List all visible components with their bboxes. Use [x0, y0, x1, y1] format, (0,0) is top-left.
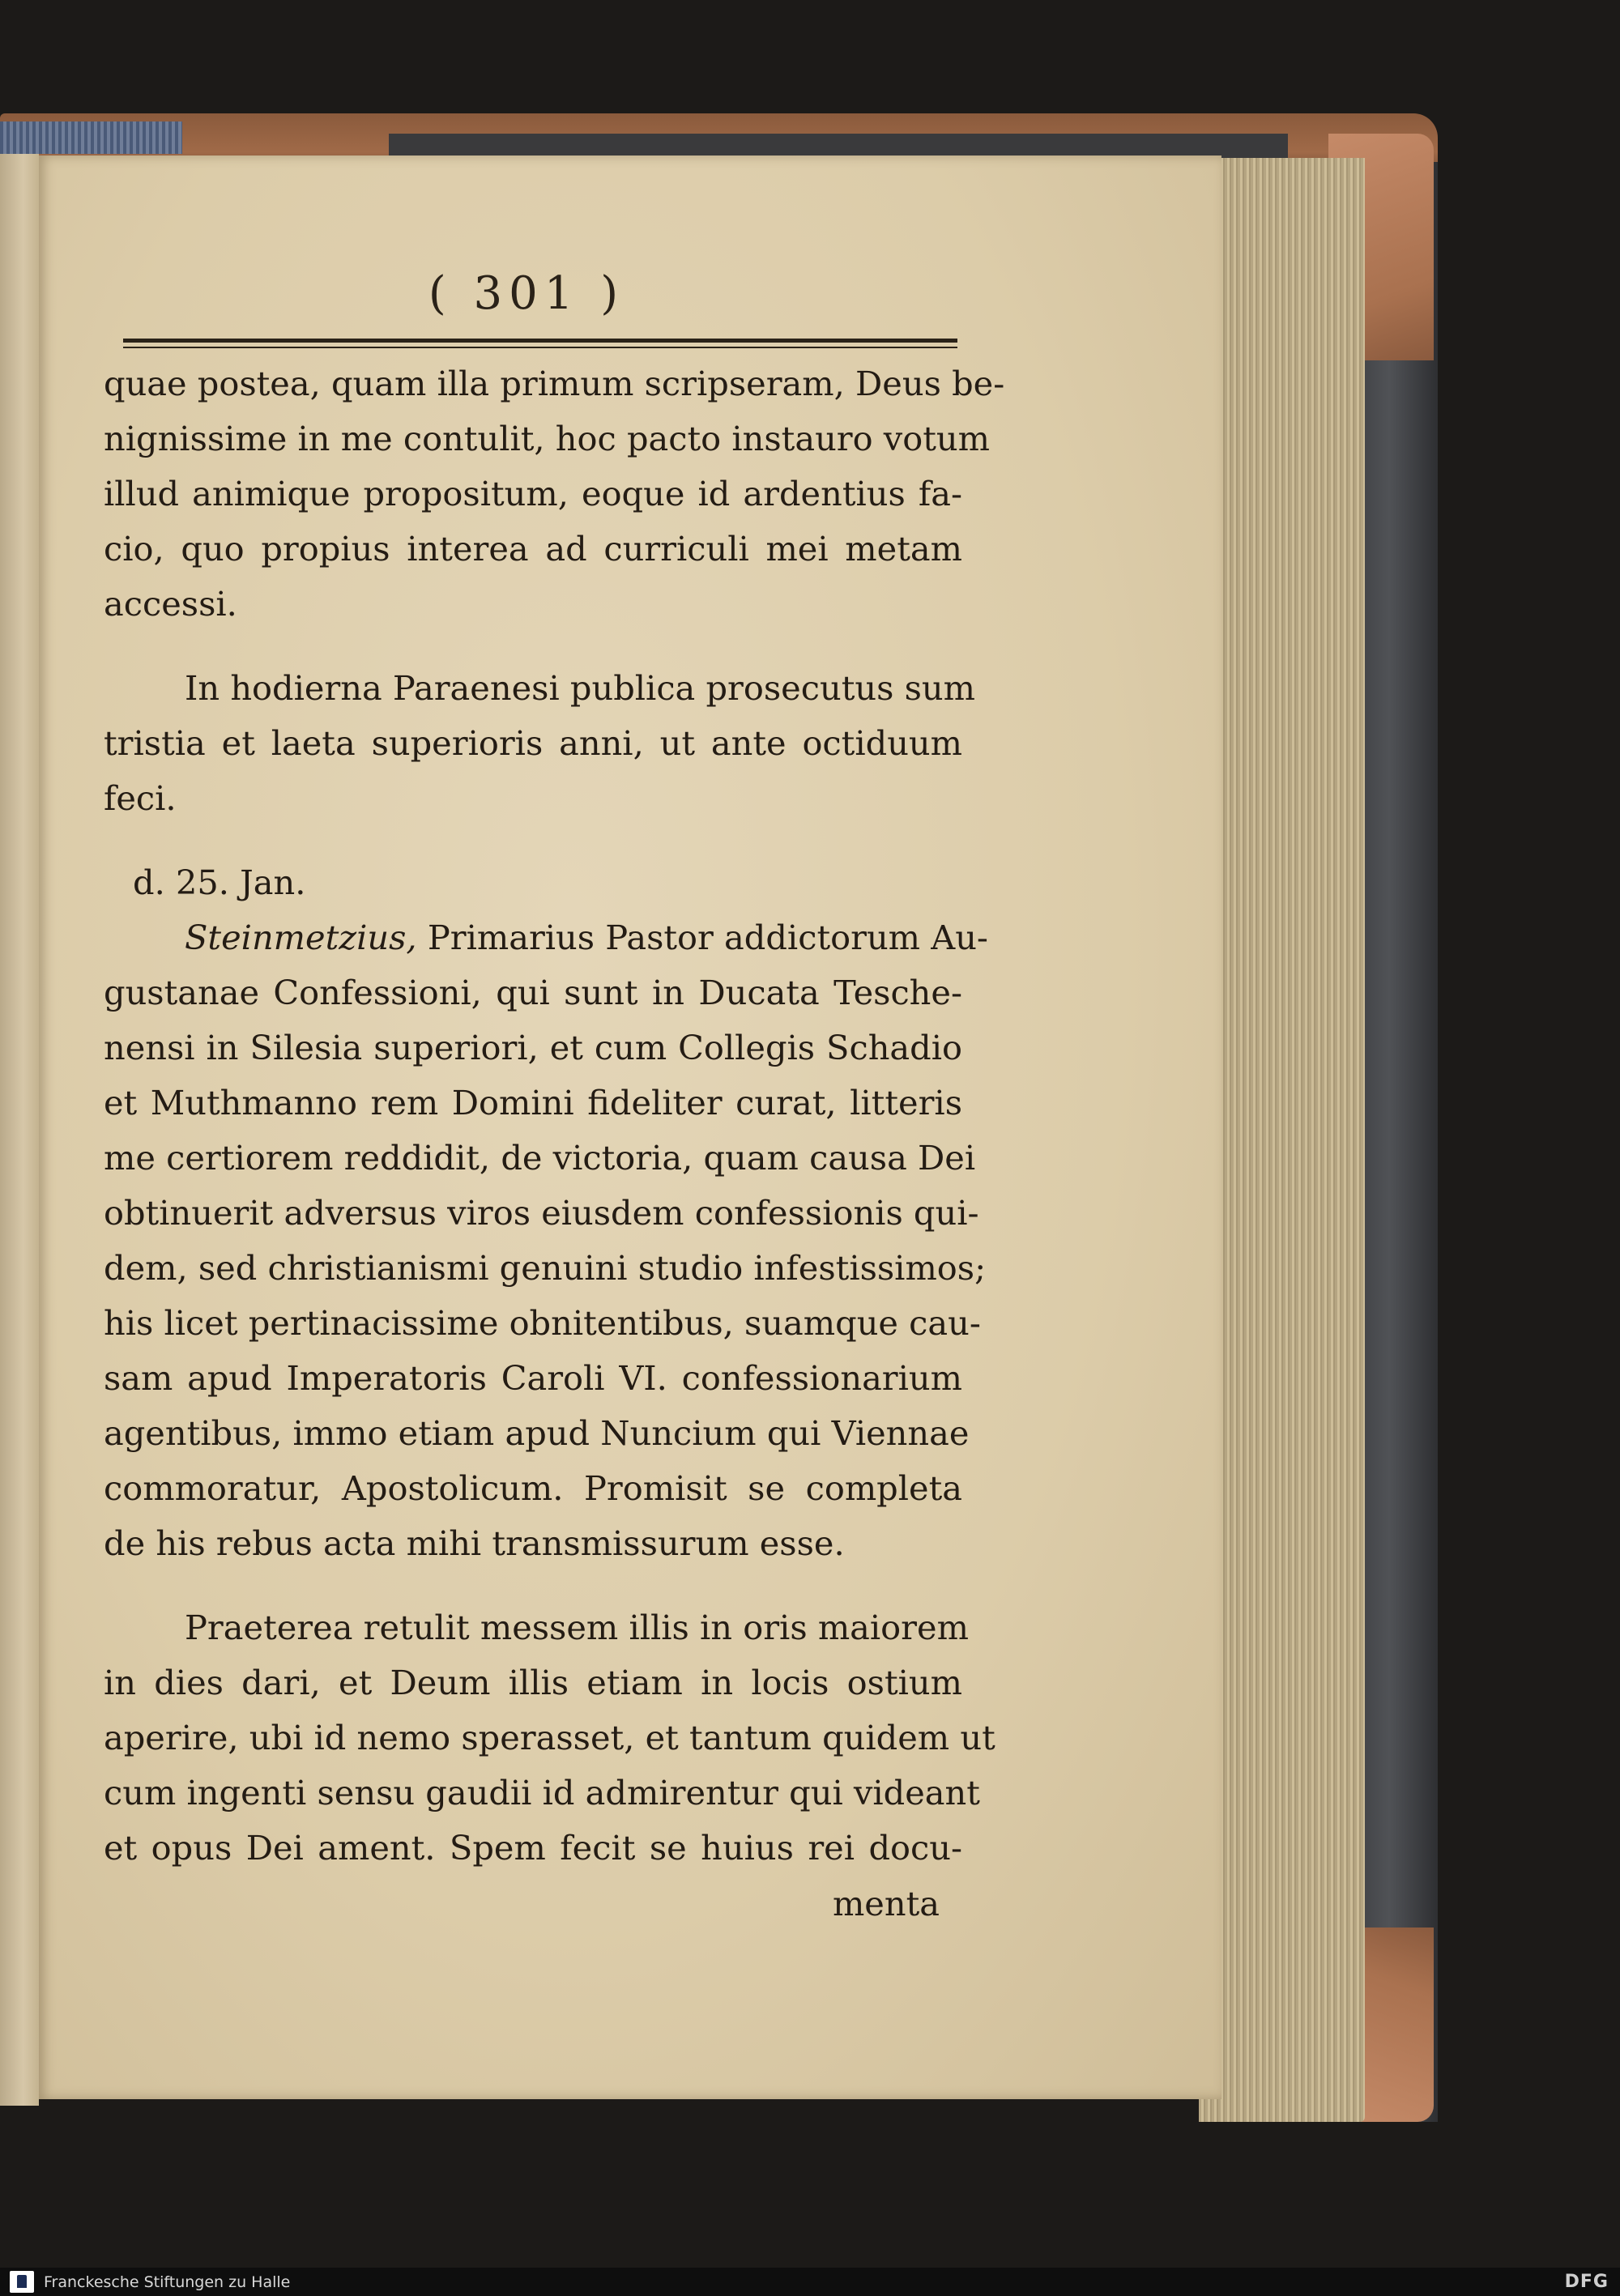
text-line: gustanae Confessioni, qui sunt in Ducata Tesche-	[104, 973, 962, 1012]
book-spine-strip	[0, 121, 182, 154]
text-line: in dies dari, et Deum illis etiam in locis ostium	[104, 1663, 962, 1702]
paragraph-4	[104, 1600, 995, 1876]
left-page-sliver	[0, 154, 39, 2106]
text-line: quae postea, quam illa primum scripseram, Deus be-	[104, 364, 1005, 403]
paragraph-3	[104, 910, 988, 1571]
text-line: Praeterea retulit messem illis in oris maiorem	[185, 1608, 969, 1647]
page-text	[104, 356, 1005, 1876]
footer-bar	[0, 2268, 1620, 2296]
text-line: his licet pertinacissime obnitentibus, suamque cau-	[104, 1303, 981, 1343]
text-line: cio, quo propius interea ad curriculi mei metam	[104, 529, 962, 569]
text-line	[104, 910, 988, 965]
entry-date: d. 25. Jan.	[133, 863, 306, 902]
page-edges	[1199, 158, 1365, 2122]
text-line: me certiorem reddidit, de victoria, quam causa Dei	[104, 1138, 976, 1178]
text-line: dem, sed christianismi genuini studio infestissimos;	[104, 1248, 987, 1288]
text-line: In hodierna Paraenesi publica prosecutus sum	[185, 668, 975, 708]
text-line-rest: Primarius Pastor addictorum Au-	[427, 918, 988, 957]
text-line: cum ingenti sensu gaudii id admirentur qui videant	[104, 1773, 980, 1813]
name-steinmetzius: Steinmetzius,	[185, 918, 417, 957]
text-line: tristia et laeta superioris anni, ut ante octiduum	[104, 723, 962, 763]
text-line: accessi.	[104, 584, 237, 624]
text-line: et opus Dei ament. Spem fecit se huius rei docu-	[104, 1828, 962, 1868]
page-number: ( 301 )	[428, 267, 625, 320]
text-line: agentibus, immo etiam apud Nuncium qui Viennae	[104, 1413, 970, 1453]
text-line: obtinuerit adversus viros eiusdem confessionis qui-	[104, 1193, 979, 1233]
paragraph-1	[104, 356, 1005, 632]
text-line: nignissime in me contulit, hoc pacto instauro votum	[104, 419, 990, 458]
franckesche-stiftungen-logo-icon	[10, 2271, 34, 2293]
header-rule-thin	[123, 347, 957, 348]
paragraph-2	[104, 661, 975, 826]
header-rule-thick	[123, 339, 957, 343]
text-line: nensi in Silesia superiori, et cum Collegis Schadio	[104, 1028, 962, 1067]
text-line: feci.	[104, 778, 177, 818]
catchword: menta	[832, 1884, 940, 1923]
text-line: illud animique propositum, eoque id ardentius fa-	[104, 474, 962, 513]
text-line: sam apud Imperatoris Caroli VI. confessionarium	[104, 1358, 962, 1398]
text-line: et Muthmanno rem Domini fideliter curat, litteris	[104, 1083, 962, 1122]
text-line: aperire, ubi id nemo sperasset, et tantum quidem ut	[104, 1718, 995, 1757]
text-line: commoratur, Apostolicum. Promisit se completa	[104, 1468, 962, 1508]
text-line: de his rebus acta mihi transmissurum esse.	[104, 1523, 845, 1563]
footer-institution: Franckesche Stiftungen zu Halle	[44, 2273, 291, 2291]
dfg-logo: DFG	[1564, 2272, 1609, 2292]
